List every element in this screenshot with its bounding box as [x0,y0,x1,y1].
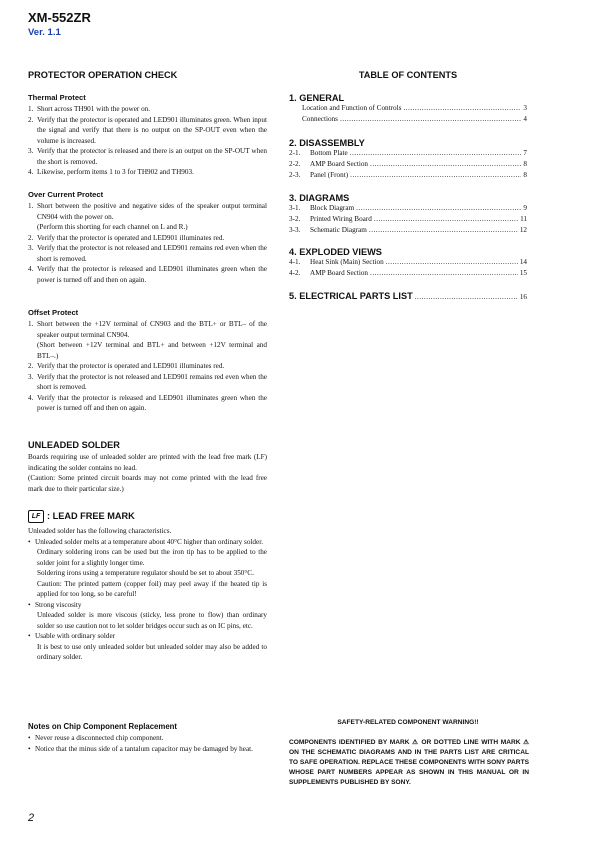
page-number: 2 [28,812,35,824]
protector-title: PROTECTOR OPERATION CHECK [28,70,178,80]
safety-warning-body: COMPONENTS IDENTIFIED BY MARK ⚠ OR DOTTED LINE WITH MARK ⚠ ON THE SCHEMATIC DIAGRAMS AND IN THE PARTS LIST ARE CRITICAL TO SAFE OPERATION. REPLACE THESE COMPONENTS WITH SONY PARTS WHOSE PART NUMBERS APPEAR AS SHOWN IN THIS MANUAL OR IN SUPPLEMENTS PUBLISHED BY SONY. [289,739,529,786]
toc-entry-parts-list[interactable]: 5. ELECTRICAL PARTS LIST ..... 16 [289,291,527,303]
toc-entry[interactable]: 2-1. Bottom Plate ..... 7 [289,148,527,159]
toc-title: TABLE OF CONTENTS [358,70,458,80]
lead-free-title: LF : LEAD FREE MARK [28,510,267,523]
toc-section-diagrams [289,193,527,235]
thermal-protect-section [28,93,267,178]
chip-title: Notes on Chip Component Replacement [28,722,178,731]
toc-section-exploded [289,247,527,279]
list-item: 3. Verify that the protector is not released and LED901 remains red even when the short is removed. [28,372,267,391]
toc-heading: 1. GENERAL [289,93,345,103]
toc-heading: 5. ELECTRICAL PARTS LIST [289,291,413,301]
unleaded-solder-section [28,440,267,494]
toc-entry[interactable]: 3-2. Printed Wiring Board ..... 11 [289,214,527,225]
version-label: Ver. 1.1 [28,27,61,38]
list-item: Ordinary soldering irons can be used but the iron tip has to be applied to the solder joint for a slightly longer time. [37,548,267,567]
list-item: 1. Short between the +12V terminal of CN903 and the BTL+ or BTL– of the speaker output terminal CN904. (Short between +12V terminal and BTL+ and between +12V terminal and BTL–.) [28,320,267,360]
toc-entry[interactable]: 4-1. Heat Sink (Main) Section ..... 14 [289,257,527,268]
list-item: Caution: The printed pattern (copper foil) may peel away if the heated tip is applied for too long, so be careful! [37,579,267,598]
lead-free-mark-icon: LF [28,510,44,523]
list-item: 2. Verify that the protector is operated and LED901 illuminates green. When input the signal and verify that there is no output on the SP-OUT even when the volume is increased. [28,115,267,145]
list-item: Soldering irons using a temperature regulator should be set to about 350°C. [37,569,254,577]
thermal-list [28,104,267,178]
list-item: • Never reuse a disconnected chip component. [28,734,164,742]
toc-heading: 3. DIAGRAMS [289,193,350,203]
model-name: XM-552ZR [28,10,91,25]
unleaded-title: UNLEADED SOLDER [28,440,120,450]
list-item: • Notice that the minus side of a tantalum capacitor may be damaged by heat. [28,744,253,753]
chip-notes-section [28,722,267,754]
overcurrent-title: Over Current Protect [28,190,104,199]
list-item: It is best to use only unleaded solder but unleaded solder may also be added to ordinary solder. [37,642,267,661]
list-item: 3. Verify that the protector is released and there is an output on the SP-OUT when the short is removed. [28,147,267,166]
list-item: • Strong viscosity [28,600,82,609]
toc-heading: 4. EXPLODED VIEWS [289,247,382,257]
toc-entry[interactable]: 2-2. AMP Board Section ..... 8 [289,159,527,170]
thermal-title: Thermal Protect [28,93,86,102]
offset-list [28,319,267,414]
list-item: 4. Verify that the protector is released and LED901 illuminates green when the power is turned off and then on again. [28,393,267,412]
over-current-section [28,190,267,285]
unleaded-paragraph: Boards requiring use of unleaded solder are printed with the lead free mark (LF) indicating the solder contains no lead. [28,453,267,472]
offset-title: Offset Protect [28,308,79,317]
list-item: 4. Verify that the protector is released and LED901 illuminates green when the power is turned off and then on again. [28,265,267,284]
list-item: 1. Short across TH901 with the power on. [28,105,151,113]
list-item: Unleaded solder is more viscous (sticky, less prone to flow) than ordinary solder so use caution not to let solder bridges occur such as on IC pins, etc. [37,611,267,630]
list-item: 2. Verify that the protector is operated and LED901 illuminates red. [28,362,225,370]
unleaded-caution: (Caution: Some printed circuit boards may not come printed with the lead free mark due to their particular size.) [28,474,267,493]
toc-entry[interactable]: 2-3. Panel (Front) ..... 8 [289,170,527,181]
overcurrent-list [28,201,267,285]
toc-section-disassembly [289,138,527,180]
list-item: 1. Short between the positive and negative sides of the speaker output terminal CN904 with the power on. (Perform this shorting for each channel on L and R.) [28,202,267,231]
toc-entry[interactable]: Location and Function of Controls ..... 3 [289,103,527,114]
toc-heading: 2. DISASSEMBLY [289,138,365,148]
list-item: • Usable with ordinary solder [28,632,116,640]
toc-entry[interactable]: 3-1. Block Diagram ..... 9 [289,203,527,214]
toc-entry[interactable]: 4-2. AMP Board Section ..... 15 [289,268,527,279]
safety-warning-title: SAFETY-RELATED COMPONENT WARNING!! [337,719,479,726]
list-item: 2. Verify that the protector is operated and LED901 illuminates red. [28,233,225,242]
toc-entry[interactable]: 3-3. Schematic Diagram ..... 12 [289,225,527,236]
list-item: • Unleaded solder melts at a temperature about 40°C higher than ordinary solder. [28,537,264,546]
list-item: 3. Verify that the protector is not released and LED901 remains red even when the short is removed. [28,244,267,263]
toc-section-general [289,93,527,125]
offset-protect-section [28,308,267,414]
toc-entry[interactable]: Connections ..... 4 [289,114,527,125]
lead-free-intro: Unleaded solder has the following characteristics. [28,527,172,535]
list-item: 4. Likewise, perform items 1 to 3 for TH902 and TH903. [28,168,194,176]
lead-free-section [28,510,267,663]
